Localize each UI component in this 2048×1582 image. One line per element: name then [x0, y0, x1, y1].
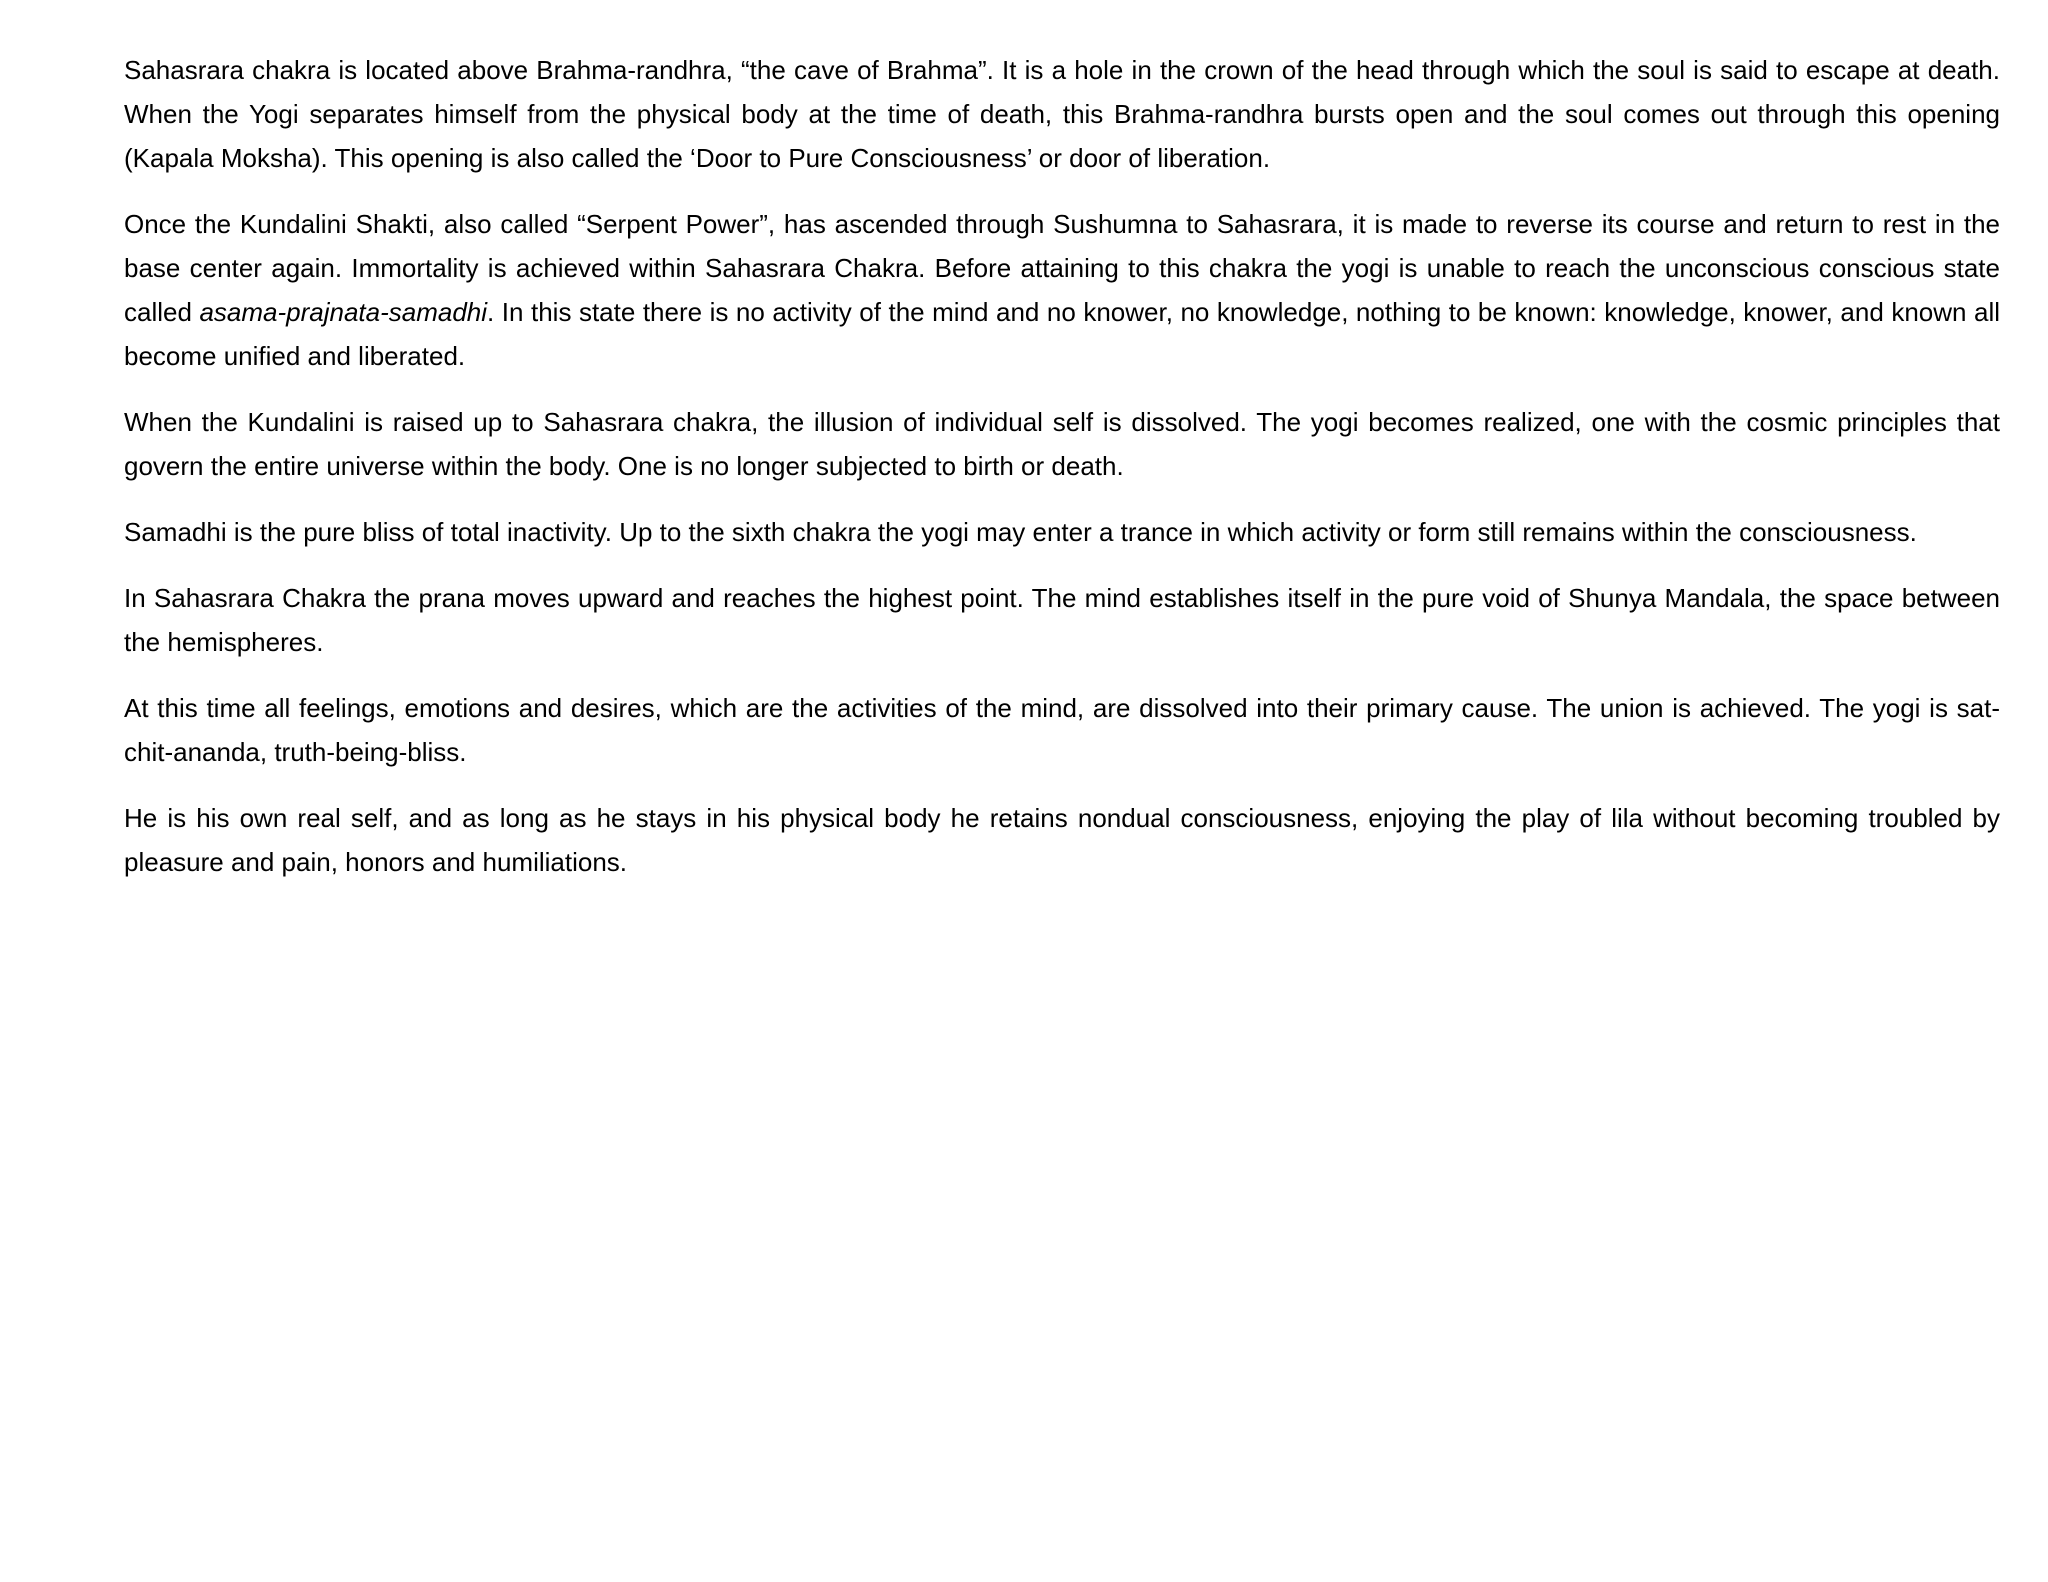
samadhi-term: asama-prajnata-samadhi — [199, 297, 488, 327]
paragraph-kundalini-ascent-text-start: Once the Kundalini Shakti, also called “Serpent Power”, has ascended through Sushumna to Sahasrara, it is made to reverse its course and return to rest in the base center again. Immortality is achieved within Sahasrara Chakra. Before attaining to this chakra the yogi is unable to reach the unconscious conscious state called — [124, 209, 2000, 327]
paragraph-real-self: He is his own real self, and as long as he stays in his physical body he retains nondual consciousness, enjoying the play of lila without becoming troubled by pleasure and pain, honors and humiliations. — [124, 803, 2000, 877]
paragraph-prana: In Sahasrara Chakra the prana moves upward and reaches the highest point. The mind establishes itself in the pure void of Shunya Mandala, the space between the hemispheres. — [124, 583, 2000, 657]
paragraph-union: At this time all feelings, emotions and desires, which are the activities of the mind, are dissolved into their primary cause. The union is achieved. The yogi is sat-chit-ananda, truth-being-bliss. — [124, 693, 2000, 767]
paragraph-kundalini-ascent-text-end: . In this state there is no activity of the mind and no knower, no knowledge, nothing to be known: knowledge, knower, and known all become unified and liberated. — [124, 297, 2000, 371]
document-page — [124, 48, 2000, 906]
paragraph-sahasrara-location: Sahasrara chakra is located above Brahma-randhra, “the cave of Brahma”. It is a hole in the crown of the head through which the soul is said to escape at death. When the Yogi separates himself from the physical body at the time of death, this Brahma-randhra bursts open and the soul comes out through this opening (Kapala Moksha). This opening is also called the ‘Door to Pure Consciousness’ or door of liberation. — [124, 55, 2000, 173]
paragraph-realization: When the Kundalini is raised up to Sahasrara chakra, the illusion of individual self is dissolved. The yogi becomes realized, one with the cosmic principles that govern the entire universe within the body. One is no longer subjected to birth or death. — [124, 407, 2000, 481]
paragraph-samadhi: Samadhi is the pure bliss of total inactivity. Up to the sixth chakra the yogi may enter a trance in which activity or form still remains within the consciousness. — [124, 517, 1917, 547]
paragraph-kundalini-ascent — [124, 202, 2000, 378]
